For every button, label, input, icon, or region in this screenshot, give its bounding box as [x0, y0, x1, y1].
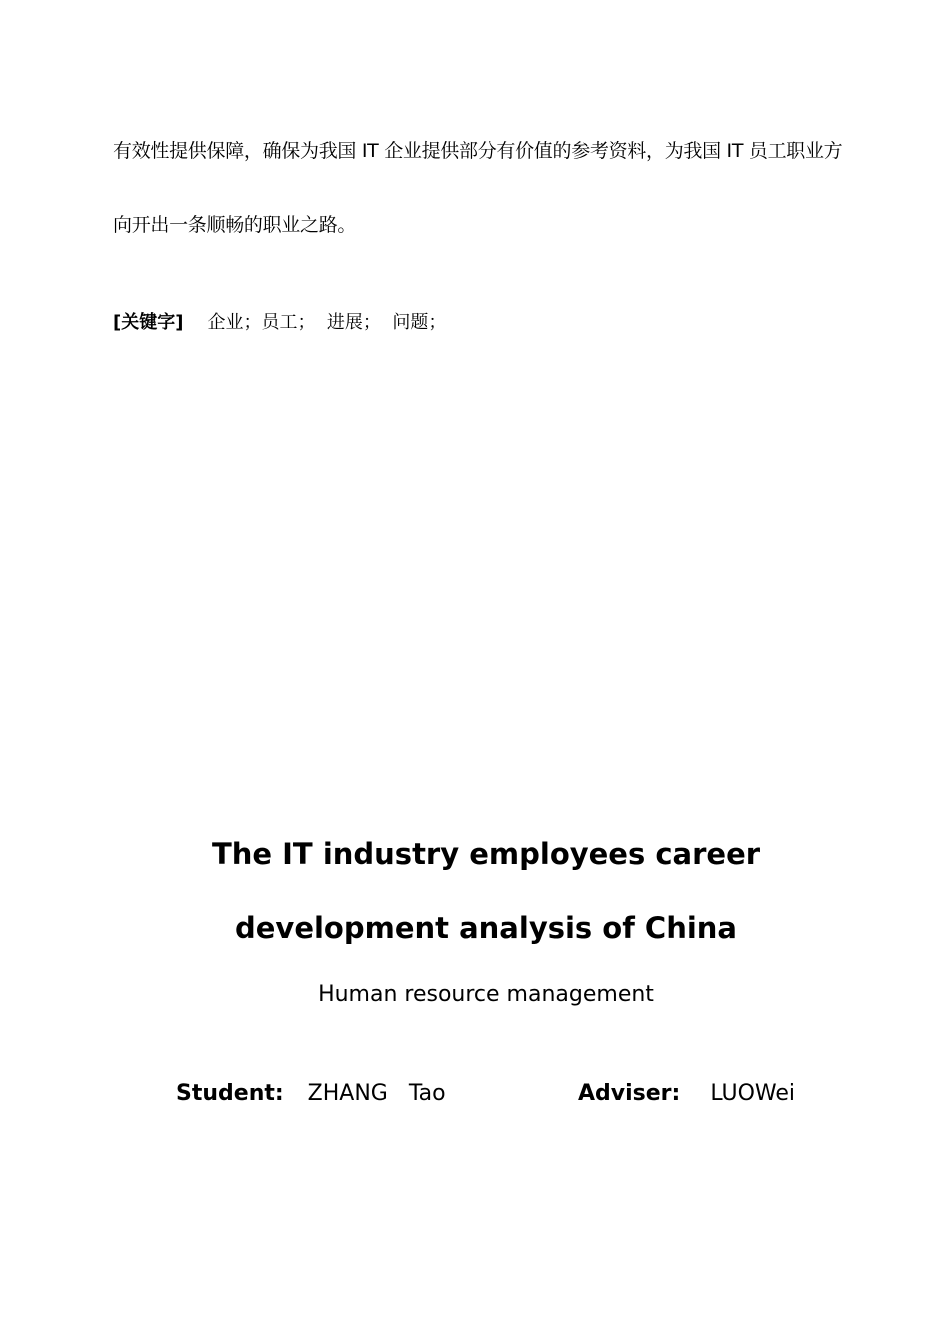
english-title-line-2: development analysis of China [234, 911, 738, 945]
keywords-row [113, 311, 446, 335]
student-label: Student: [176, 1081, 284, 1106]
student-name: ZHANG Tao [307, 1081, 446, 1106]
abstract-line-2: 向开出一条顺畅的职业之路。 [113, 214, 357, 236]
keywords-list: 企业；员工； 进展； 问题； [207, 312, 447, 333]
english-subtitle: Human resource management [318, 982, 654, 1007]
english-title-line-1: The IT industry employees career [211, 837, 761, 871]
adviser-byline [578, 1080, 795, 1108]
keywords-label: [关键字] [113, 312, 184, 333]
abstract-line-1: 有效性提供保障，确保为我国 IT 企业提供部分有价值的参考资料，为我国 IT 员工职业方 [113, 140, 843, 162]
student-byline [176, 1080, 446, 1108]
adviser-name: LUOWei [710, 1081, 796, 1106]
adviser-label: Adviser: [578, 1081, 681, 1106]
